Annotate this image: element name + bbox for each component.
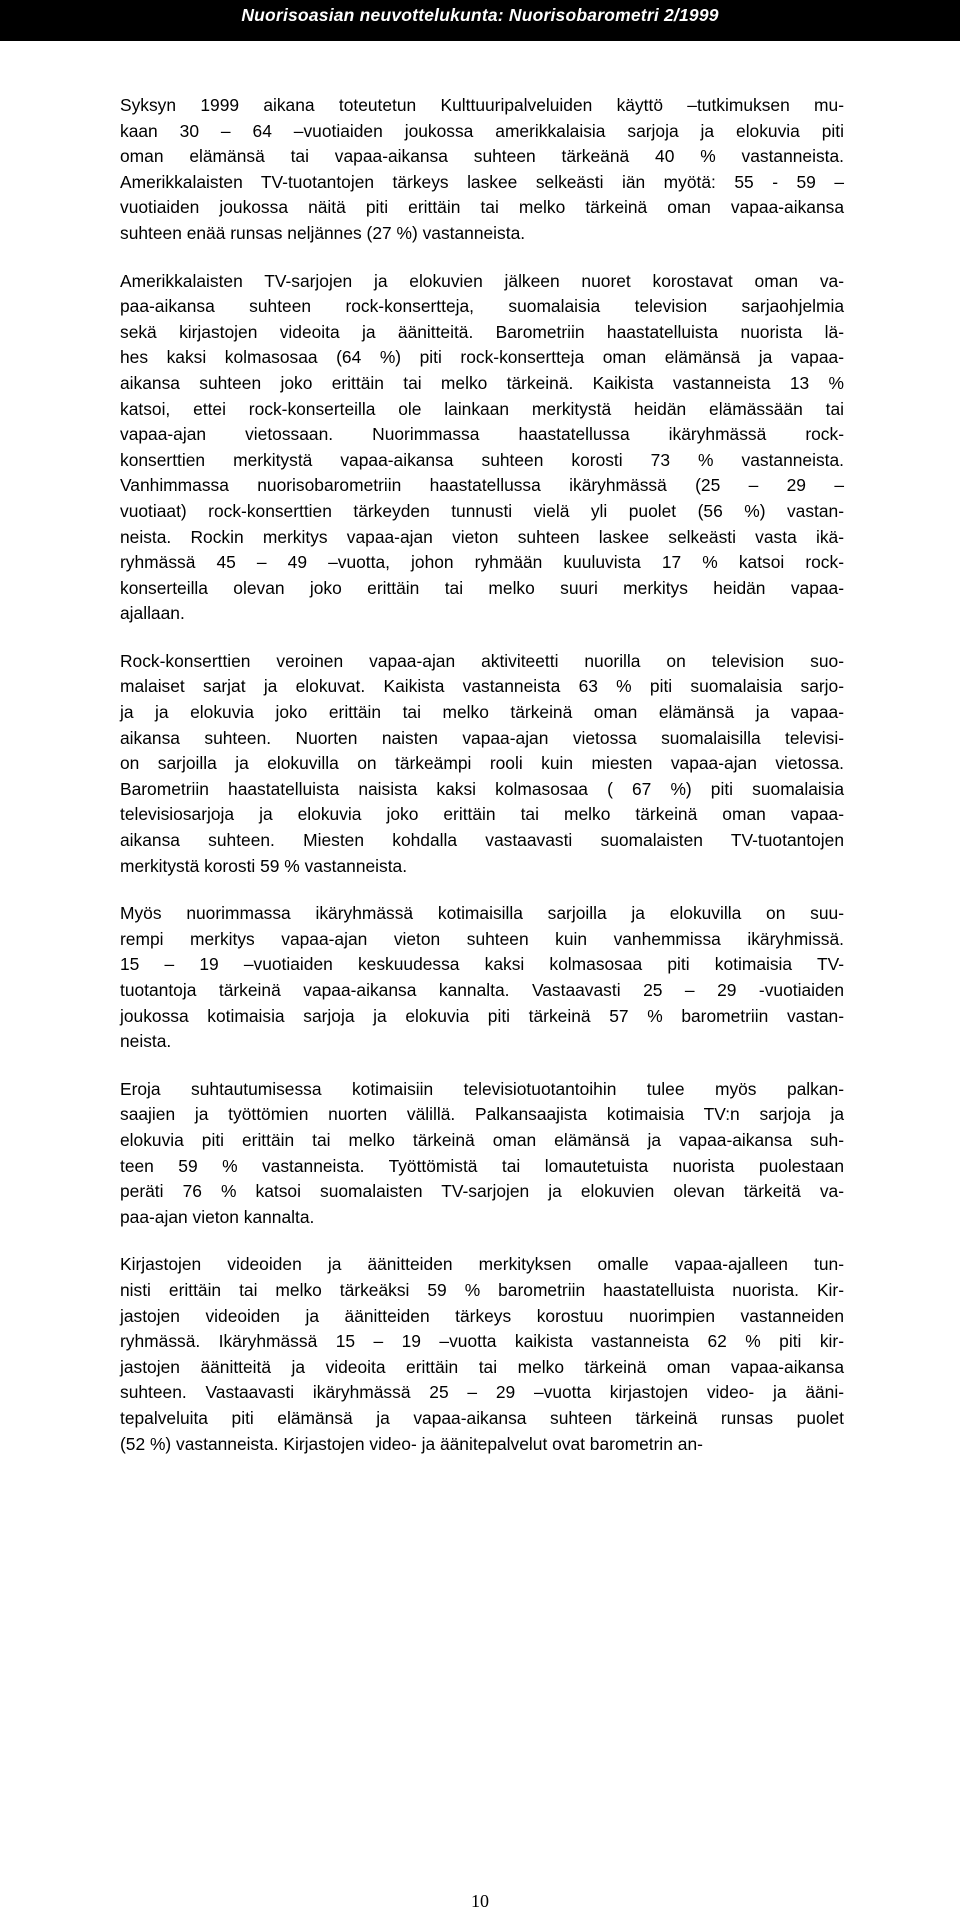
text-line: aikansa suhteen. Miesten kohdalla vastaavasti suomalaisten TV-tuotantojen	[120, 830, 844, 851]
paragraph	[120, 649, 844, 879]
text-line: merkitystä korosti 59 % vastanneista.	[120, 855, 408, 876]
document-body	[120, 93, 844, 1479]
text-line: neista. Rockin merkitys vapaa-ajan vieton suhteen laskee selkeästi vasta ikä-	[120, 526, 844, 547]
text-line: hes kaksi kolmasosaa (64 %) piti rock-konsertteja oman elämänsä ja vapaa-	[120, 347, 844, 368]
text-line: neista.	[120, 1031, 172, 1052]
paragraph	[120, 93, 844, 247]
text-line: Amerikkalaisten TV-tuotantojen tärkeys laskee selkeästi iän myötä: 55 - 59 –	[120, 171, 844, 192]
text-line: joukossa kotimaisia sarjoja ja elokuvia piti tärkeinä 57 % barometriin vastan-	[120, 1005, 844, 1026]
text-line: vapaa-ajan vietossaan. Nuorimmassa haastatellussa ikäryhmässä rock-	[120, 424, 844, 445]
text-line: jastojen äänitteitä ja videoita erittäin tai melko tärkeinä oman vapaa-aikansa	[120, 1356, 844, 1377]
text-line: katsoi, ettei rock-konserteilla ole lainkaan merkitystä heidän elämässään tai	[120, 398, 844, 419]
page-number: 10	[471, 1891, 489, 1911]
text-line: konserttien merkitystä vapaa-aikansa suhteen korosti 73 % vastanneista.	[120, 449, 844, 470]
text-line: ryhmässä. Ikäryhmässä 15 – 19 –vuotta kaikista vastanneista 62 % piti kir-	[120, 1331, 844, 1352]
text-line: konserteilla olevan joko erittäin tai melko suuri merkitys heidän vapaa-	[120, 577, 844, 598]
text-line: sekä kirjastojen videoita ja äänitteitä. Barometriin haastatelluista nuorista lä-	[120, 321, 844, 342]
text-line: tepalveluita piti elämänsä ja vapaa-aikansa suhteen tärkeinä runsas puolet	[120, 1407, 844, 1428]
text-line: teen 59 % vastanneista. Työttömistä tai lomautetuista nuorista puolestaan	[120, 1155, 844, 1176]
paragraph	[120, 1077, 844, 1231]
running-header-title: Nuorisoasian neuvottelukunta: Nuorisobarometri 2/1999	[241, 5, 719, 25]
text-line: Myös nuorimmassa ikäryhmässä kotimaisilla sarjoilla ja elokuvilla on suu-	[120, 903, 844, 924]
text-line: nisti erittäin tai melko tärkeäksi 59 % barometriin haastatelluista nuorista. Kir-	[120, 1279, 844, 1300]
text-line: ajallaan.	[120, 603, 185, 624]
text-line: Rock-konserttien veroinen vapaa-ajan aktiviteetti nuorilla on television suo-	[120, 650, 844, 671]
paragraph	[120, 269, 844, 627]
header-band	[0, 0, 960, 41]
text-line: ryhmässä 45 – 49 –vuotta, johon ryhmään kuuluvista 17 % katsoi rock-	[120, 552, 844, 573]
text-line: Barometriin haastatelluista naisista kaksi kolmasosaa ( 67 %) piti suomalaisia	[120, 778, 844, 799]
text-line: malaiset sarjat ja elokuvat. Kaikista vastanneista 63 % piti suomalaisia sarjo-	[120, 676, 844, 697]
text-line: on sarjoilla ja elokuvilla on tärkeämpi rooli kuin miesten vapaa-ajan vietossa.	[120, 753, 844, 774]
paragraph	[120, 901, 844, 1055]
text-line: televisiosarjoja ja elokuvia joko erittäin tai melko tärkeinä oman vapaa-	[120, 804, 844, 825]
text-line: suhteen. Vastaavasti ikäryhmässä 25 – 29 –vuotta kirjastojen video- ja ääni-	[120, 1382, 844, 1403]
text-line: tuotantoja tärkeinä vapaa-aikansa kannalta. Vastaavasti 25 – 29 -vuotiaiden	[120, 980, 844, 1000]
paragraph	[120, 1252, 844, 1457]
text-line: peräti 76 % katsoi suomalaisten TV-sarjojen ja elokuvien olevan tärkeitä va-	[120, 1181, 844, 1202]
text-line: paa-aikansa suhteen rock-konsertteja, suomalaisia television sarjaohjelmia	[120, 296, 844, 317]
text-line: Kirjastojen videoiden ja äänitteiden merkityksen omalle vapaa-ajalleen tun-	[120, 1254, 844, 1275]
text-line: jastojen videoiden ja äänitteiden tärkeys korostuu nuorimpien vastanneiden	[120, 1305, 844, 1326]
text-line: paa-ajan vieton kannalta.	[120, 1206, 315, 1227]
text-line: aikansa suhteen. Nuorten naisten vapaa-ajan vietossa suomalaisilla televisi-	[120, 727, 844, 748]
text-line: oman elämänsä tai vapaa-aikansa suhteen tärkeänä 40 % vastanneista.	[120, 146, 844, 167]
text-line: saajien ja työttömien nuorten välillä. Palkansaajista kotimaisia TV:n sarjoja ja	[120, 1104, 844, 1125]
text-line: Syksyn 1999 aikana toteutetun Kulttuuripalveluiden käyttö –tutkimuksen mu-	[120, 95, 844, 115]
text-line: 15 – 19 –vuotiaiden keskuudessa kaksi kolmasosaa piti kotimaisia TV-	[120, 954, 844, 975]
text-line: Amerikkalaisten TV-sarjojen ja elokuvien jälkeen nuoret korostavat oman va-	[120, 270, 844, 291]
text-line: suhteen enää runsas neljännes (27 %) vastanneista.	[120, 222, 526, 243]
text-line: Vanhimmassa nuorisobarometriin haastatellussa ikäryhmässä (25 – 29 –	[120, 475, 844, 496]
text-line: vuotiaiden joukossa näitä piti erittäin tai melko tärkeinä oman vapaa-aikansa	[120, 197, 844, 218]
text-line: aikansa suhteen joko erittäin tai melko tärkeinä. Kaikista vastanneista 13 %	[120, 372, 844, 393]
text-line: (52 %) vastanneista. Kirjastojen video- ja äänitepalvelut ovat barometrin an-	[120, 1433, 703, 1454]
text-line: vuotiaat) rock-konserttien tärkeyden tunnusti vielä yli puolet (56 %) vastan-	[120, 500, 844, 521]
text-line: rempi merkitys vapaa-ajan vieton suhteen kuin vanhemmissa ikäryhmissä.	[120, 928, 844, 949]
text-line: Eroja suhtautumisessa kotimaisiin televisiotuotantoihin tulee myös palkan-	[120, 1078, 844, 1099]
text-line: kaan 30 – 64 –vuotiaiden joukossa amerikkalaisia sarjoja ja elokuvia piti	[120, 120, 844, 141]
text-line: ja ja elokuvia joko erittäin tai melko tärkeinä oman elämänsä ja vapaa-	[120, 702, 844, 723]
text-line: elokuvia piti erittäin tai melko tärkeinä oman elämänsä ja vapaa-aikansa suh-	[120, 1129, 844, 1150]
